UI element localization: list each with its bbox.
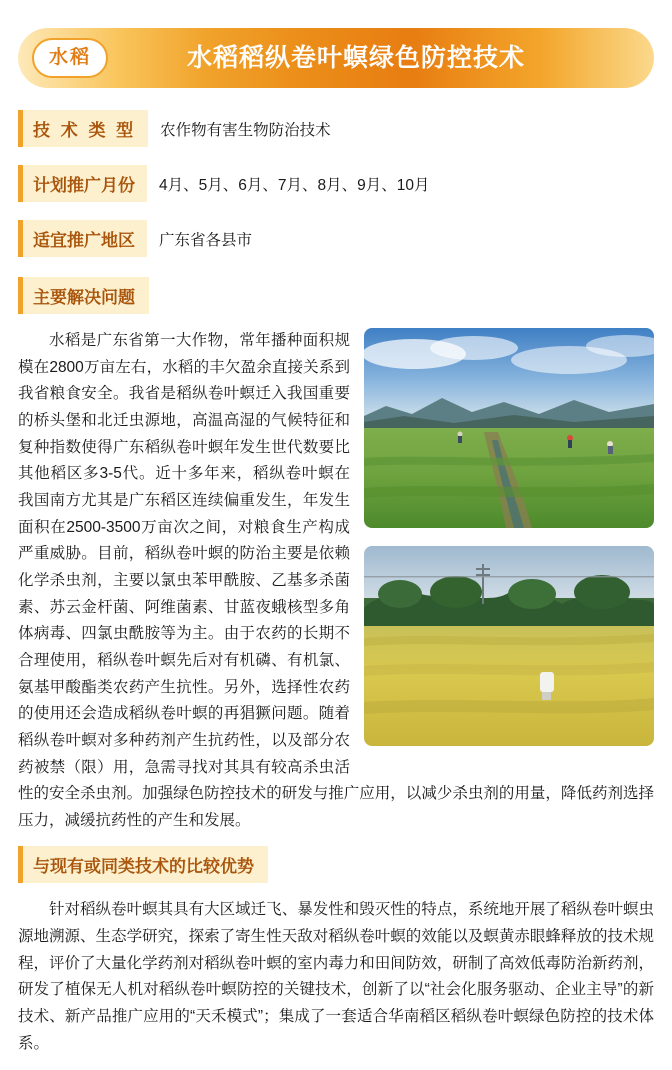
page-header <box>18 28 654 88</box>
green-rice-field-photo <box>364 328 654 528</box>
meta-row-region <box>18 220 654 257</box>
crop-badge: 水稻 <box>32 38 108 78</box>
problem-body <box>18 328 654 834</box>
meta-label-region: 适宜推广地区 <box>18 220 147 257</box>
meta-label-promotion-months: 计划推广月份 <box>18 165 147 202</box>
meta-row-promotion-months <box>18 165 654 202</box>
section-heading-problem: 主要解决问题 <box>18 277 149 314</box>
problem-paragraph: 水稻是广东省第一大作物，常年播种面积规模在2800万亩左右，水稻的丰欠盈余直接关系到我省粮食安全。我省是稻纵卷叶螟迁入我国重要的桥头堡和北迁虫源地，高温高湿的气候特征和复种指数使得广东稻纵卷叶螟年发生世代数要比其他稻区多3-5代。近十多年来，稻纵卷叶螟在我国南方尤其是广东稻区连续偏重发生，年发生面积在2500-3500万亩次之间，对粮食生产构成严重威胁。目前，稻纵卷叶螟的防治主要是依赖化学杀虫剂，主要以氯虫苯甲酰胺、乙基多杀菌素、苏云金杆菌、阿维菌素、甘蓝夜蛾核型多角体病毒、四氯虫酰胺等为主。由于农药的长期不合理使用，稻纵卷叶螟先后对有机磷、有机氯、氨基甲酸酯类农药产生抗性。另外，选择性农药的使用还会造成稻纵卷叶螟的再猖獗问题。随着稻纵卷叶螟对多种药剂产生抗药性，以及部分农药被禁（限）用，急需寻找对其具有较高杀虫活性的安全杀虫剂。加强绿色防控技术的研发与推广应用，以减少杀虫剂的用量，降低药剂选择压力，减缓抗药性的产生和发展。 <box>18 332 654 829</box>
meta-value-region: 广东省各县市 <box>159 231 253 249</box>
section-heading-advantage: 与现有或同类技术的比较优势 <box>18 846 268 883</box>
page-title: 水稻稻纵卷叶螟绿色防控技术 <box>186 44 525 72</box>
golden-rice-field-photo <box>364 546 654 746</box>
meta-label-tech-type: 技 术 类 型 <box>18 110 148 147</box>
meta-value-tech-type: 农作物有害生物防治技术 <box>160 121 331 139</box>
meta-row-tech-type <box>18 110 654 147</box>
meta-value-promotion-months: 4月、5月、6月、7月、8月、9月、10月 <box>159 176 430 194</box>
advantage-paragraph: 针对稻纵卷叶螟其具有大区域迁飞、暴发性和毁灭性的特点，系统地开展了稻纵卷叶螟虫源地溯源、生态学研究，探索了寄生性天敌对稻纵卷叶螟的效能以及螟黄赤眼蜂释放的技术规程，评价了大量化学药剂对稻纵卷叶螟的室内毒力和田间防效，研制了高效低毒防治新药剂，研发了植保无人机对稻纵卷叶螟防控的关键技术，创新了以“社会化服务驱动、企业主导”的新技术、新产品推广应用的“天禾模式”；集成了一套适合华南稻区稻纵卷叶螟绿色防控的技术体系。 <box>18 901 654 1052</box>
photo-column <box>364 328 654 764</box>
meta-list <box>18 110 654 257</box>
